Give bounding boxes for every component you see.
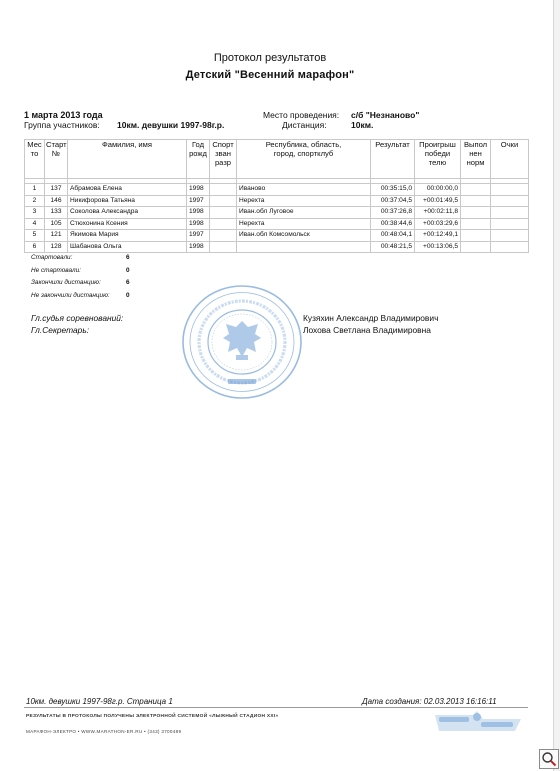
cell-year: 1997 <box>187 230 210 242</box>
cell-gap: +00:12:49,1 <box>415 230 461 242</box>
document-title: Протокол результатов <box>213 52 327 64</box>
cell-name: Якимова Мария <box>68 230 187 242</box>
venue-value: с/б "Незнаново" <box>351 110 420 120</box>
footer-page-info: 10км. девушки 1997-98г.р. Страница 1 <box>26 697 173 706</box>
stat-value: 0 <box>126 266 130 274</box>
cell-name: Никифорова Татьяна <box>68 195 187 207</box>
event-date: 1 марта 2013 года <box>24 110 103 120</box>
stat-row <box>31 267 141 280</box>
table-row <box>25 195 529 207</box>
col-name: Фамилия, имя <box>68 140 187 179</box>
stat-label: Не стартовали: <box>31 266 81 274</box>
table-row <box>25 184 529 196</box>
stat-label: Не закончили дистанцию: <box>31 291 110 299</box>
cell-place: 4 <box>25 218 45 230</box>
cell-points <box>491 218 529 230</box>
cell-year: 1998 <box>187 241 210 253</box>
table-header-row <box>25 140 529 179</box>
cell-gap: +00:03:29,6 <box>415 218 461 230</box>
table-row <box>25 218 529 230</box>
col-result: Результат <box>371 140 415 179</box>
cell-place: 6 <box>25 241 45 253</box>
zoom-button[interactable] <box>539 749 559 769</box>
cell-year: 1998 <box>187 184 210 196</box>
results-table <box>24 139 529 253</box>
official-stamp <box>180 283 304 401</box>
stat-row <box>31 292 141 305</box>
secretary-name: Лохова Светлана Владимировна <box>303 325 431 335</box>
stat-value: 0 <box>126 291 130 299</box>
cell-result: 00:37:04,5 <box>371 195 415 207</box>
cell-name: Абрамова Елена <box>68 184 187 196</box>
cell-rank <box>210 195 237 207</box>
cell-region <box>237 241 371 253</box>
cell-name: Стюхонина Ксения <box>68 218 187 230</box>
cell-bib: 137 <box>45 184 68 196</box>
cell-rank <box>210 241 237 253</box>
cell-year: 1998 <box>187 207 210 219</box>
cell-region: Нерехта <box>237 218 371 230</box>
col-norm: Выпол нен норм <box>461 140 491 179</box>
cell-year: 1998 <box>187 218 210 230</box>
cell-points <box>491 230 529 242</box>
cell-points <box>491 241 529 253</box>
footer-created-date: Дата создания: 02.03.2013 16:16:11 <box>362 697 497 706</box>
col-place: Мес то <box>25 140 45 179</box>
cell-bib: 133 <box>45 207 68 219</box>
cell-region: Иван.обл Комсомольск <box>237 230 371 242</box>
stat-label: Стартовали: <box>31 254 73 261</box>
col-rank: Спорт зван разр <box>210 140 237 179</box>
cell-rank <box>210 230 237 242</box>
cell-place: 1 <box>25 184 45 196</box>
cell-gap: 00:00:00,0 <box>415 184 461 196</box>
cell-bib: 146 <box>45 195 68 207</box>
col-points: Очки <box>491 140 529 179</box>
cell-result: 00:37:26,8 <box>371 207 415 219</box>
stat-row <box>31 254 141 267</box>
scrollbar-track[interactable] <box>553 0 560 771</box>
cell-rank <box>210 207 237 219</box>
stat-value: 6 <box>126 279 130 286</box>
footer-system-note: РЕЗУЛЬТАТЫ В ПРОТОКОЛЫ ПОЛУЧЕНЫ ЭЛЕКТРОННОЙ СИСТЕМОЙ «ЛЫЖНЫЙ СТАДИОН XXI» <box>26 714 279 719</box>
distance-value: 10км. <box>351 120 374 130</box>
stat-label: Закончили дистанцию: <box>31 279 101 286</box>
cell-place: 3 <box>25 207 45 219</box>
col-gap: Проигрыш победи телю <box>415 140 461 179</box>
cell-rank <box>210 184 237 196</box>
event-name: Детский "Весенний марафон" <box>185 69 355 81</box>
cell-norm <box>461 207 491 219</box>
cell-bib: 121 <box>45 230 68 242</box>
cell-norm <box>461 218 491 230</box>
cell-norm <box>461 241 491 253</box>
cell-region: Иван.обл Луговое <box>237 207 371 219</box>
footer-divider <box>24 707 528 708</box>
cell-result: 00:48:04,1 <box>371 230 415 242</box>
cell-region: Иваново <box>237 184 371 196</box>
venue-label: Место проведения: <box>263 110 340 120</box>
group-label: Группа участников: <box>24 120 100 130</box>
table-row <box>25 241 529 253</box>
cell-gap: +00:02:11,8 <box>415 207 461 219</box>
judge-label: Гл.судья соревнований: <box>31 313 124 323</box>
marathon-logo <box>433 709 523 735</box>
cell-norm <box>461 195 491 207</box>
cell-gap: +00:01:49,5 <box>415 195 461 207</box>
cell-name: Соколова Александра <box>68 207 187 219</box>
stat-row <box>31 279 141 292</box>
cell-gap: +00:13:06,5 <box>415 241 461 253</box>
cell-bib: 128 <box>45 241 68 253</box>
cell-year: 1997 <box>187 195 210 207</box>
secretary-label: Гл.Секретарь: <box>31 325 90 335</box>
group-value: 10км. девушки 1997-98г.р. <box>117 120 225 130</box>
col-year: Год рожд <box>187 140 210 179</box>
table-row <box>25 230 529 242</box>
col-bib: Старт № <box>45 140 68 179</box>
zoom-icon <box>540 750 558 768</box>
cell-result: 00:35:15,0 <box>371 184 415 196</box>
cell-rank <box>210 218 237 230</box>
cell-place: 2 <box>25 195 45 207</box>
cell-name: Шабанова Ольга <box>68 241 187 253</box>
cell-result: 00:38:44,6 <box>371 218 415 230</box>
cell-place: 5 <box>25 230 45 242</box>
distance-label: Дистанция: <box>282 120 327 130</box>
stat-value: 6 <box>126 254 130 261</box>
cell-result: 00:48:21,5 <box>371 241 415 253</box>
judge-name: Кузяхин Александр Владимирович <box>303 313 439 323</box>
cell-points <box>491 207 529 219</box>
summary-stats <box>31 254 141 304</box>
cell-region: Нерехта <box>237 195 371 207</box>
footer-contact: МАРАФОН-ЭЛЕКТРО • WWW.MARATHON-ER.RU • (343) 3700489 <box>26 729 182 734</box>
col-region: Республика, область, город, спортклуб <box>237 140 371 179</box>
cell-points <box>491 195 529 207</box>
cell-bib: 105 <box>45 218 68 230</box>
table-row <box>25 207 529 219</box>
cell-norm <box>461 230 491 242</box>
cell-points <box>491 184 529 196</box>
cell-norm <box>461 184 491 196</box>
